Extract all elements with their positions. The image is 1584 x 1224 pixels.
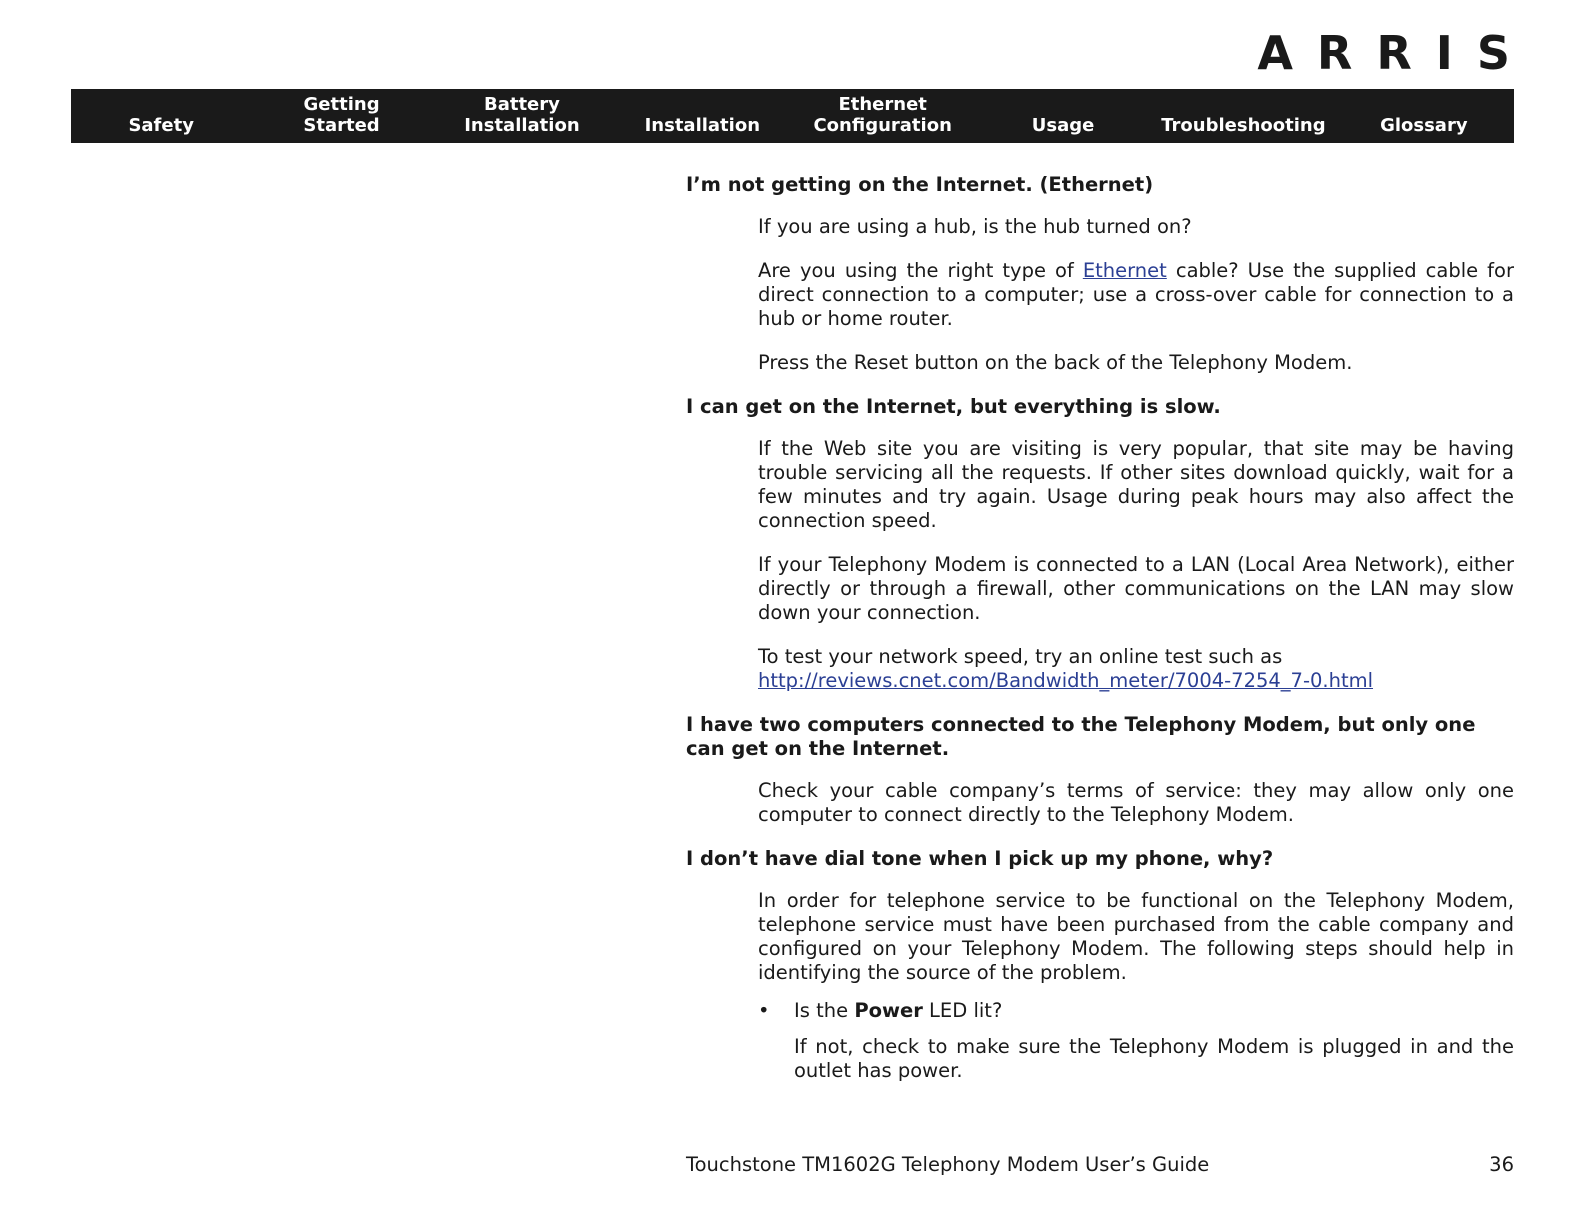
paragraph: To test your network speed, try an online test such as http://reviews.cnet.com/Bandwidth_meter/7004-7254_7-0.html: [758, 645, 1374, 692]
nav-getting-started[interactable]: Getting Started: [303, 94, 380, 136]
heading-no-dial-tone: I don’t have dial tone when I pick up my phone, why?: [686, 847, 1274, 870]
arris-logo: ARRIS: [1257, 26, 1534, 80]
ethernet-link[interactable]: Ethernet: [1082, 259, 1167, 282]
nav-troubleshooting[interactable]: Troubleshooting: [1161, 115, 1326, 136]
heading-internet-slow: I can get on the Internet, but everything is slow.: [686, 395, 1221, 418]
guide-title: Touchstone TM1602G Telephony Modem User’s Guide: [686, 1153, 1210, 1176]
paragraph: Press the Reset button on the back of the Telephony Modem.: [758, 351, 1353, 374]
paragraph: If your Telephony Modem is connected to a LAN (Local Area Network), either directly or through a firewall, other communications on the LAN may slow down your connection.: [758, 553, 1514, 624]
nav-glossary[interactable]: Glossary: [1380, 115, 1468, 136]
paragraph: Are you using the right type of Ethernet cable? Use the supplied cable for direct connection to a computer; use a cross-over cable for connection to a hub or home router.: [758, 259, 1514, 330]
nav-bar: [71, 89, 1514, 143]
paragraph: If the Web site you are visiting is very popular, that site may be having trouble servicing all the requests. If other sites download quickly, wait for a few minutes and try again. Usage during peak hours may also affect the connection speed.: [758, 437, 1514, 532]
paragraph: In order for telephone service to be functional on the Telephony Modem, telephone service must have been purchased from the cable company and configured on your Telephony Modem. The following steps should help in identifying the source of the problem.: [758, 889, 1514, 984]
bullet-icon: •: [758, 999, 770, 1022]
paragraph: If not, check to make sure the Telephony Modem is plugged in and the outlet has power.: [794, 1035, 1514, 1082]
main-content: [686, 173, 1514, 1083]
nav-safety[interactable]: Safety: [128, 115, 194, 136]
paragraph: Check your cable company’s terms of service: they may allow only one computer to connect directly to the Telephony Modem.: [758, 779, 1514, 826]
nav-installation[interactable]: Installation: [644, 115, 761, 136]
heading-not-getting-on-internet: I’m not getting on the Internet. (Ethernet): [686, 173, 1154, 196]
page-number: 36: [1489, 1153, 1514, 1176]
paragraph: If you are using a hub, is the hub turned on?: [758, 215, 1192, 238]
list-item: • Is the Power LED lit?: [758, 999, 1003, 1022]
nav-usage[interactable]: Usage: [1031, 115, 1095, 136]
page-footer: [686, 1153, 1514, 1176]
speed-test-link[interactable]: http://reviews.cnet.com/Bandwidth_meter/7004-7254_7-0.html: [758, 669, 1374, 692]
nav-battery-installation[interactable]: Battery Installation: [464, 94, 580, 136]
heading-two-computers: I have two computers connected to the Telephony Modem, but only one can get on the Internet.: [686, 713, 1476, 760]
nav-ethernet-configuration[interactable]: Ethernet Configuration: [813, 94, 952, 136]
